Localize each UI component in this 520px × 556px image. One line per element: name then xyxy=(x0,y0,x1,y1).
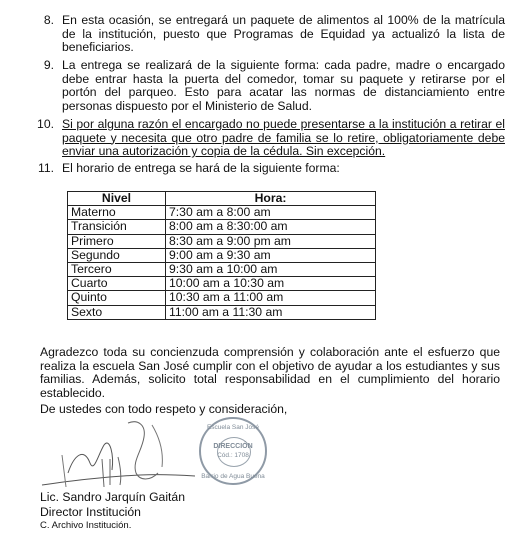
schedule-table xyxy=(67,191,376,320)
item-number: 11. xyxy=(37,161,54,175)
column-header-time: Hora: xyxy=(166,192,376,206)
item-number: 10. xyxy=(37,117,54,131)
signatory-name: Lic. Sandro Jarquín Gaitán xyxy=(40,490,185,504)
level-cell: Tercero xyxy=(68,263,166,277)
time-cell: 8:30 am a 9:00 pm am xyxy=(166,234,376,248)
item-text: Si por alguna razón el encargado no puede presentarse a la institución a retirar el paquete y necesita que otro padre de familia se lo retire, obligatoriamente debe enviar una autorización y copia de la cédula. Sin excepción. xyxy=(62,117,505,159)
table-row xyxy=(68,234,376,248)
stamp-center-text: DIRECCIÓN xyxy=(213,443,253,450)
level-cell: Transición xyxy=(68,220,166,234)
time-cell: 7:30 am a 8:00 am xyxy=(166,206,376,220)
copy-note: C. Archivo Institución. xyxy=(40,520,132,531)
stamp-code: Cód.: 1708 xyxy=(217,452,249,459)
column-header-level: Nivel xyxy=(68,192,166,206)
time-cell: 9:00 am a 9:30 am xyxy=(166,248,376,262)
level-cell: Segundo xyxy=(68,248,166,262)
table-row xyxy=(68,277,376,291)
item-number: 8. xyxy=(43,13,54,27)
level-cell: Materno xyxy=(68,206,166,220)
time-cell: 10:30 am a 11:00 am xyxy=(166,291,376,305)
table-row xyxy=(68,220,376,234)
stamp-top-text: Escuela San José xyxy=(206,424,260,431)
item-number: 9. xyxy=(43,58,54,72)
time-cell: 11:00 am a 11:30 am xyxy=(166,305,376,319)
table-header-row xyxy=(68,192,376,206)
table-row xyxy=(68,248,376,262)
table-row xyxy=(68,263,376,277)
time-cell: 10:00 am a 10:30 am xyxy=(166,277,376,291)
level-cell: Sexto xyxy=(68,305,166,319)
level-cell: Primero xyxy=(68,234,166,248)
time-cell: 9:30 am a 10:00 am xyxy=(166,263,376,277)
official-stamp xyxy=(199,417,267,485)
item-text: El horario de entrega se hará de la siguiente forma: xyxy=(62,161,340,175)
signatory-title: Director Institución xyxy=(40,505,141,519)
table-row xyxy=(68,305,376,319)
table-row xyxy=(68,291,376,305)
item-text: La entrega se realizará de la siguiente forma: cada padre, madre o encargado debe entrar hasta la puerta del comedor, tomar su paquete y retirarse por el portón del parqueo. Esto para acatar las normas de distanciamiento entre personas dispuesto por el Ministerio de Salud. xyxy=(62,58,505,113)
stamp-bottom-text: Barrio de Agua Buena xyxy=(201,473,265,480)
level-cell: Cuarto xyxy=(68,277,166,291)
item-text: En esta ocasión, se entregará un paquete de alimentos al 100% de la matrícula de la institución, puesto que Programas de Equidad ya actualizó la lista de beneficiarios. xyxy=(62,13,505,55)
thanks-paragraph: Agradezco toda su concienzuda comprensión y colaboración ante el esfuerzo que realiza la escuela San José cumplir con el objetivo de ayudar a los estudiantes y sus familias. Además, solicito total responsabilidad en el cumplimiento del horario establecido. xyxy=(40,345,500,400)
handwritten-signature xyxy=(40,415,200,493)
level-cell: Quinto xyxy=(68,291,166,305)
table-row xyxy=(68,206,376,220)
closing-line: De ustedes con todo respeto y consideración, xyxy=(40,402,288,416)
time-cell: 8:00 am a 8:30:00 am xyxy=(166,220,376,234)
